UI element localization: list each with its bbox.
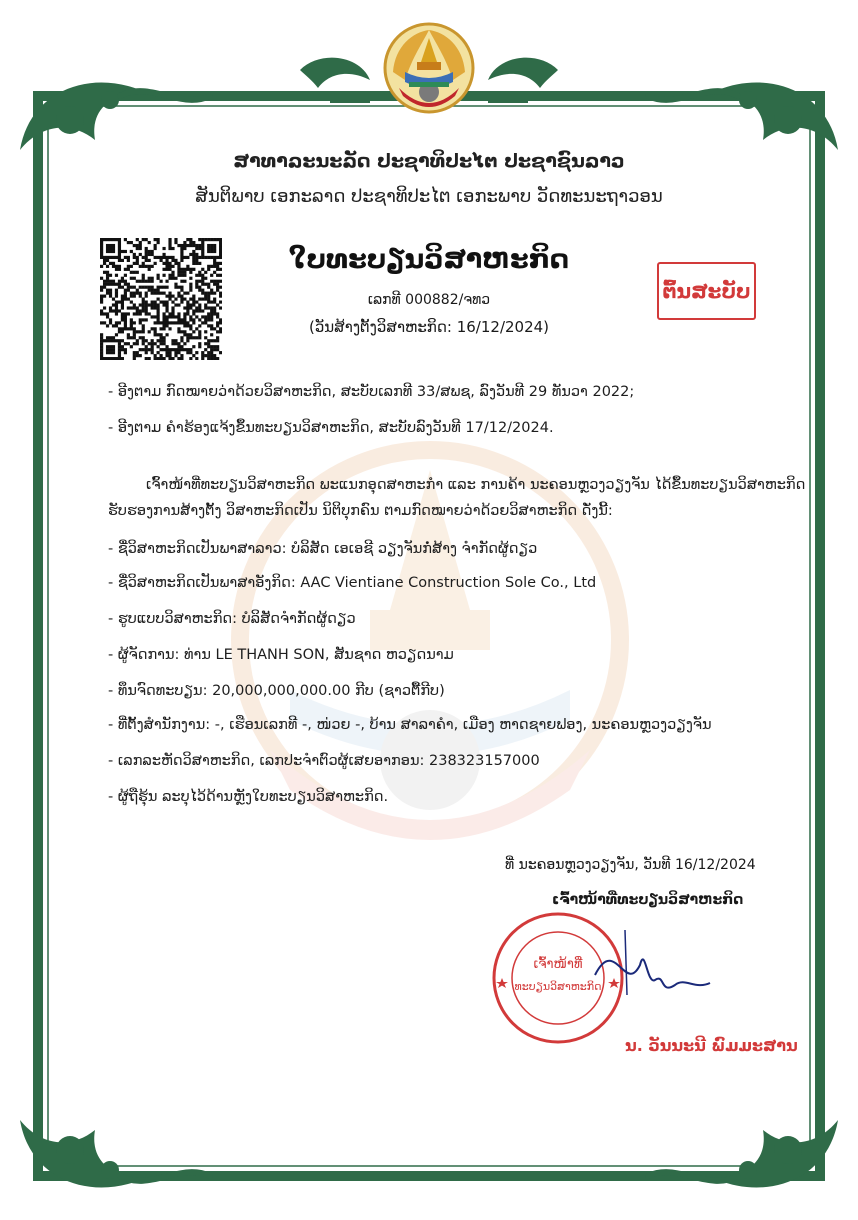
detail-lao-name: - ຊື່ວິສາຫະກິດເປັນພາສາລາວ: ບໍລິສັດ ເອເອຊີ ວຽງຈັນກໍ່ສ້າງ ຈຳກັດຜູ້ດຽວ <box>108 541 538 557</box>
legal-basis-law: - ອີງຕາມ ກົດໝາຍວ່າດ້ວຍວິສາຫະກິດ, ສະບັບເລກທີ 33/ສພຊ, ລົງວັນທີ 29 ທັນວາ 2022; <box>108 384 635 400</box>
certificate-number: ເລກທີ 000882/ຈທວ <box>367 292 491 308</box>
detail-registered-capital: - ທຶນຈົດທະບຽນ: 20,000,000,000.00 ກີບ (ຊາວຕື້ກີບ) <box>108 683 445 699</box>
handwritten-signature <box>585 925 715 1005</box>
intro-paragraph <box>108 472 838 524</box>
detail-english-name: - ຊື່ວິສາຫະກິດເປັນພາສາອັງກິດ: AAC Vientiane Construction Sole Co., Ltd <box>108 575 597 591</box>
detail-tax-id: - ເລກລະຫັດວິສາຫະກິດ, ເລກປະຈຳຕົວຜູ້ເສຍອາກອນ: 238323157000 <box>108 753 540 769</box>
detail-office-address: - ທີ່ຕັ້ງສຳນັກງານ: -, ເຮືອນເລກທີ -, ໜ່ວຍ -, ບ້ານ ສາລາຄຳ, ເມືອງ ຫາດຊາຍຟອງ, ນະຄອນຫຼວງວຽງຈັນ <box>108 717 712 733</box>
national-emblem-icon <box>383 22 475 114</box>
establishment-date: (ວັນສ້າງຕັ້ງວິສາຫະກິດ: 16/12/2024) <box>308 318 550 336</box>
signatory-name: ນ. ວັນນະນີ ພົມມະສານ <box>625 1036 798 1055</box>
national-motto: ສັນຕິພາບ ເອກະລາດ ປະຊາທິປະໄຕ ເອກະພາບ ວັດທະນະຖາວອນ <box>195 186 663 207</box>
certificate-title: ໃບທະບຽນວິສາຫະກິດ <box>288 244 570 275</box>
intro-line-2: ຮັບຮອງການສ້າງຕັ້ງ ວິສາຫະກິດເປັນ ນິຕິບຸກຄົນ ຕາມກົດໝາຍວ່າດ້ວຍວິສາຫະກິດ ດັ່ງນີ້: <box>108 503 613 519</box>
svg-text:ເຈົ້າໜ້າທີ່: ເຈົ້າໜ້າທີ່ <box>533 957 583 972</box>
detail-manager: - ຜູ້ຈັດການ: ທ່ານ LE THANH SON, ສັນຊາດ ຫວຽດນາມ <box>108 647 454 663</box>
legal-basis-request: - ອີງຕາມ ຄຳຮ້ອງແຈ້ງຂຶ້ນທະບຽນວິສາຫະກິດ, ສະບັບລົງວັນທີ 17/12/2024. <box>108 420 554 436</box>
signatory-role: ເຈົ້າໜ້າທີ່ທະບຽນວິສາຫະກິດ <box>552 892 744 908</box>
original-copy-stamp: ຕົ້ນສະບັບ <box>657 262 756 320</box>
svg-text:ທະບຽນວິສາຫະກິດ: ທະບຽນວິສາຫະກິດ <box>514 980 602 993</box>
qr-code <box>100 238 222 360</box>
country-name: ສາທາລະນະລັດ ປະຊາທິປະໄຕ ປະຊາຊົນລາວ <box>233 150 625 172</box>
signature-place-date: ທີ່ ນະຄອນຫຼວງວຽງຈັນ, ວັນທີ 16/12/2024 <box>505 857 756 873</box>
detail-enterprise-type: - ຮູບແບບວິສາຫະກິດ: ບໍລິສັດຈຳກັດຜູ້ດຽວ <box>108 611 356 627</box>
detail-shareholders-note: - ຜູ້ຖືຮຸ້ນ ລະບຸໄວ້ດ້ານຫຼັງໃບທະບຽນວິສາຫະກິດ. <box>108 789 389 805</box>
intro-line-1: ເຈົ້າໜ້າທີ່ທະບຽນວິສາຫະກິດ ພະແນກອຸດສາຫະກຳ ແລະ ການຄ້າ ນະຄອນຫຼວງວຽງຈັນ ໄດ້ຂຶ້ນທະບຽນວິສາຫະກິດ <box>146 477 806 493</box>
